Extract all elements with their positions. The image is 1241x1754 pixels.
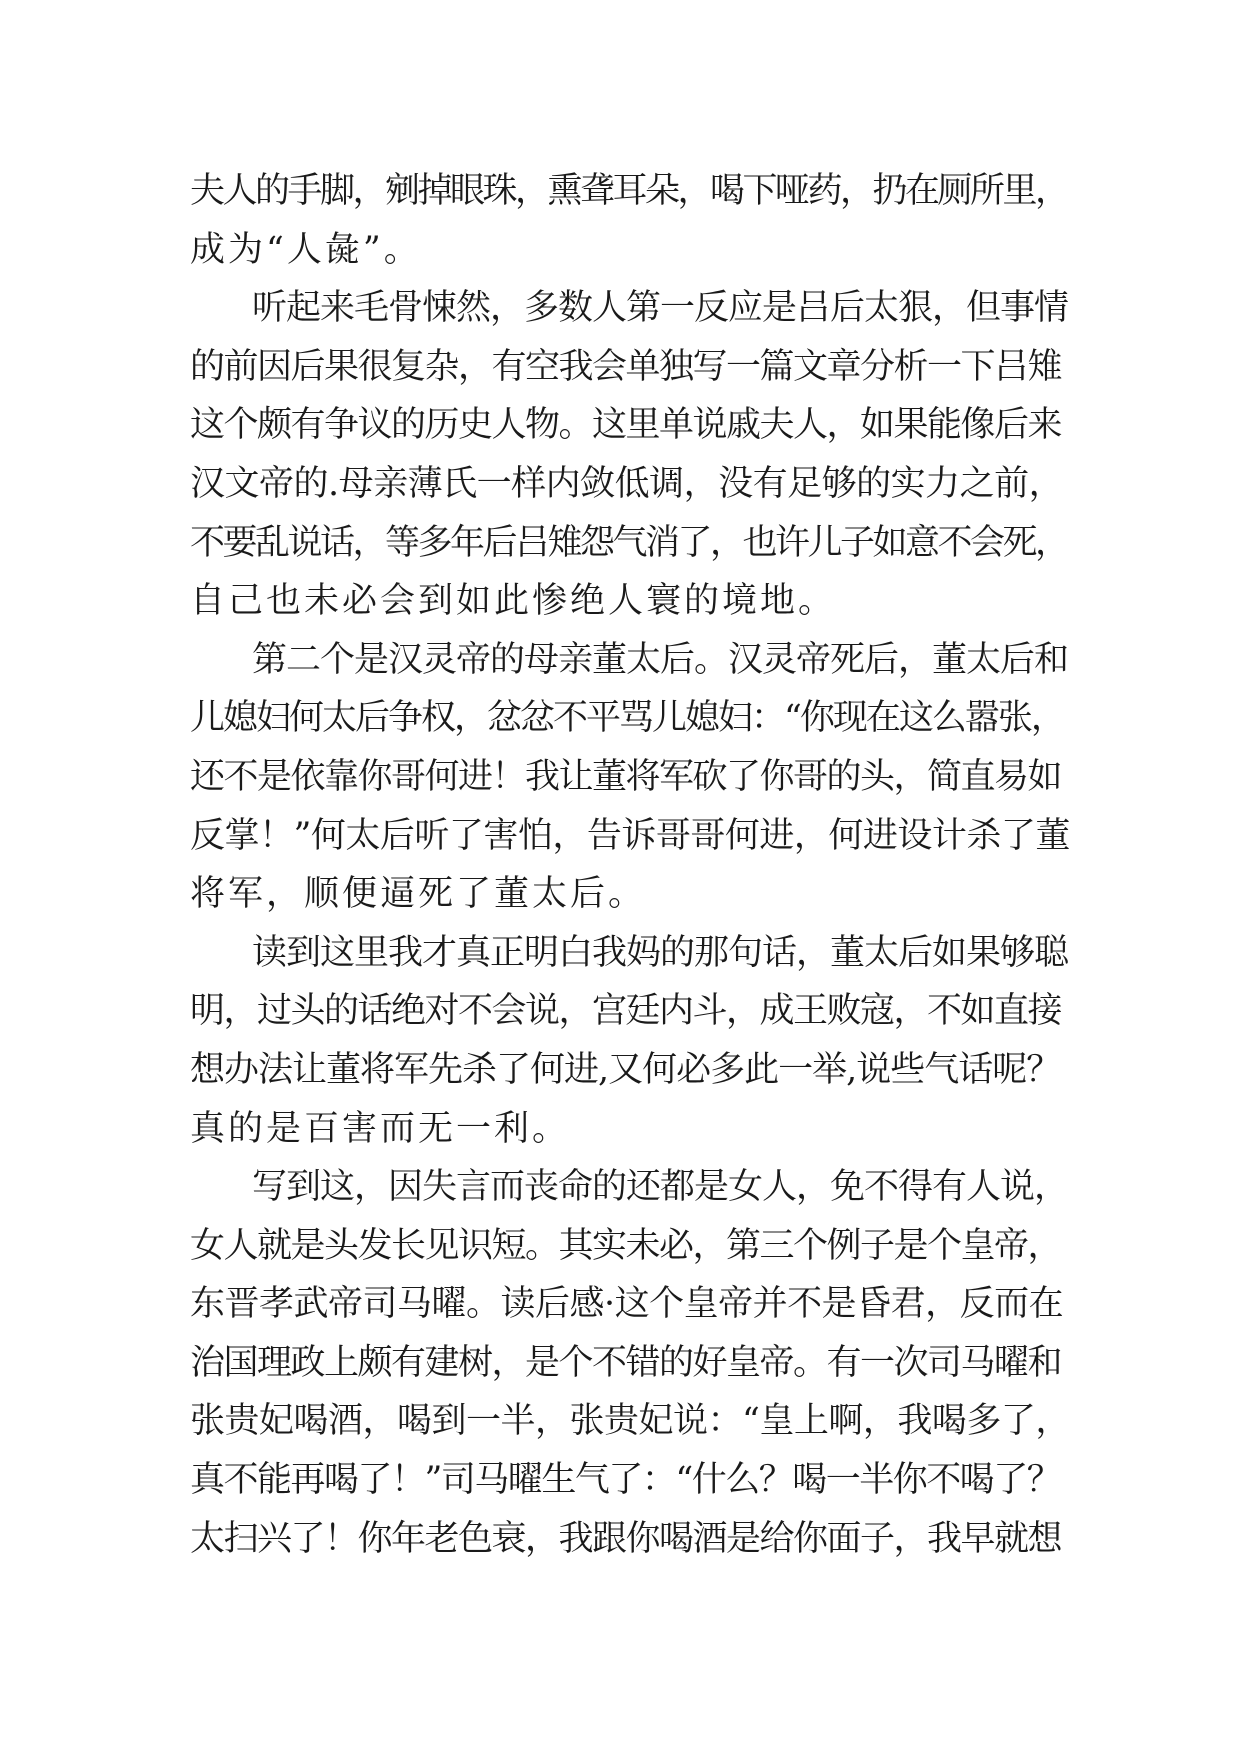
text-line: 不要乱说话，等多年后吕雉怨气消了，也许儿子如意不会死， [190,522,1068,563]
text-line: 张贵妃喝酒，喝到一半，张贵妃说：“皇上啊，我喝多了， [190,1401,1070,1442]
text-line-paragraph-start: 写到这，因失言而丧命的还都是女人，免不得有人说， [252,1167,1069,1208]
text-line: 成为“人彘”。 [190,229,422,270]
text-line: 的前因后果很复杂，有空我会单独写一篇文章分析一下吕雉 [190,346,1062,387]
text-line: 将军，顺便逼死了董太后。 [190,874,647,915]
text-line: 想办法让董将军先杀了何进,又何必多此一举,说些气话呢？ [190,1049,1061,1090]
text-line: 儿媳妇何太后争权，忿忿不平骂儿媳妇：“你现在这么嚣张， [190,698,1064,739]
text-line-paragraph-start: 读到这里我才真正明白我妈的那句话，董太后如果够聪 [252,932,1069,973]
text-line: 太扫兴了！你年老色衰，我跟你喝酒是给你面子，我早就想 [190,1518,1062,1559]
text-line: 明，过头的话绝对不会说，宫廷内斗，成王败寇，不如直接 [190,991,1062,1032]
text-line: 这个颇有争议的历史人物。这里单说戚夫人，如果能像后来 [190,405,1062,446]
text-line: 真的是百害而无一利。 [190,1108,571,1149]
text-line: 治国理政上颇有建树，是个不错的好皇帝。有一次司马曜和 [190,1342,1062,1383]
text-line: 汉文帝的.母亲薄氏一样内敛低调，没有足够的实力之前， [190,463,1064,504]
text-line-paragraph-start: 听起来毛骨悚然，多数人第一反应是吕后太狠，但事情 [252,288,1069,329]
text-line: 反掌！”何太后听了害怕，告诉哥哥何进，何进设计杀了董 [190,815,1070,856]
text-line-paragraph-start: 第二个是汉灵帝的母亲董太后。汉灵帝死后，董太后和 [252,639,1069,680]
text-line: 女人就是头发长见识短。其实未必，第三个例子是个皇帝， [190,1225,1062,1266]
body-text [190,162,1070,1568]
text-line: 夫人的手脚，剜掉眼珠，熏聋耳朵，喝下哑药，扔在厕所里， [190,171,1068,211]
text-line: 自己也未必会到如此惨绝人寰的境地。 [190,581,837,622]
text-line: 真不能再喝了！”司马曜生气了：“什么？喝一半你不喝了？ [190,1460,1061,1501]
text-line: 东晋孝武帝司马曜。读后感·这个皇帝并不是昏君，反而在 [190,1284,1064,1325]
text-line: 还不是依靠你哥何进！我让董将军砍了你哥的头，简直易如 [190,756,1062,797]
